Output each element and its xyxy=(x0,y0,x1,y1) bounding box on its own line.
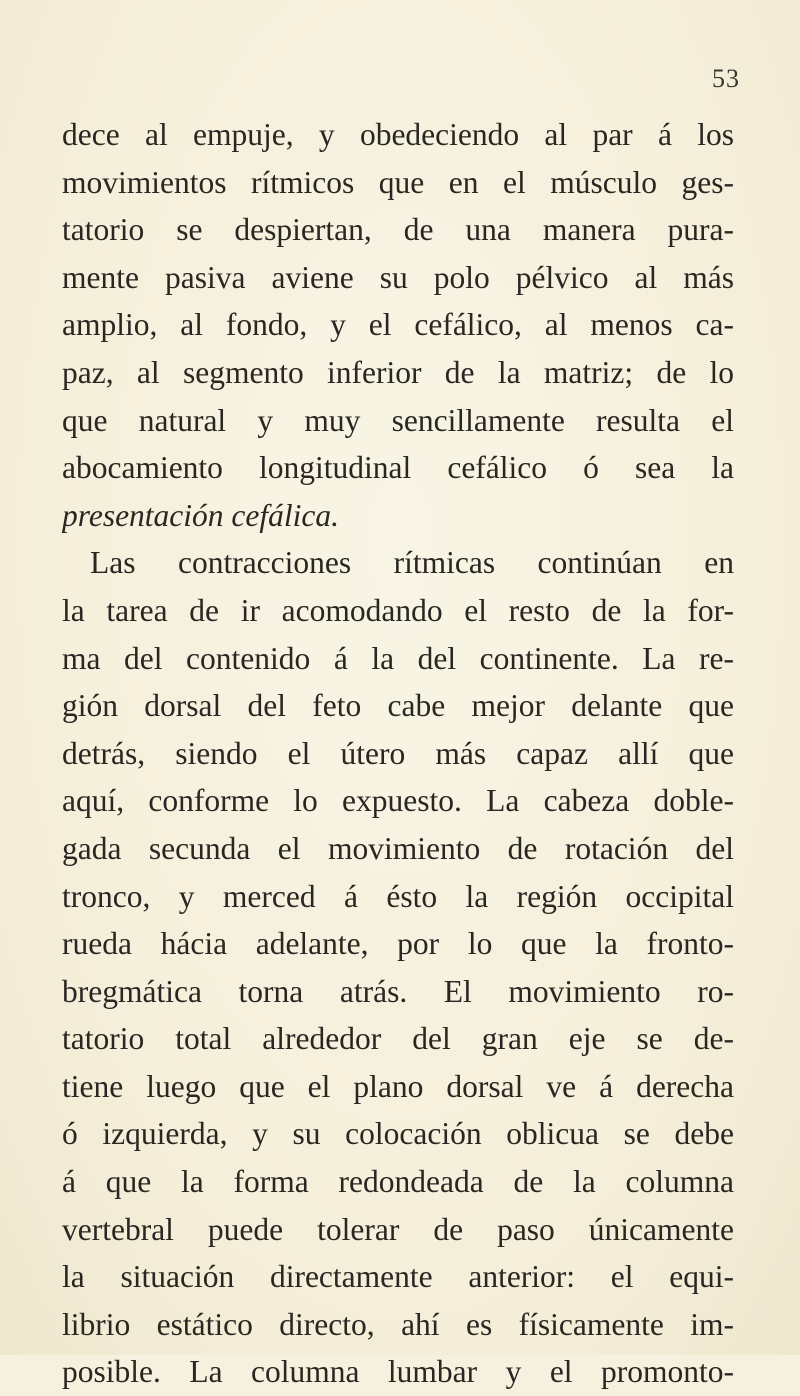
text-line: movimientos rítmicos que en el músculo ges- xyxy=(62,164,734,200)
text-line: dece al empuje, y obedeciendo al par á los xyxy=(62,117,734,152)
text-line: gión dorsal del feto cabe mejor delante que xyxy=(62,688,734,724)
text-line: la situación directamente anterior: el equi- xyxy=(62,1259,734,1295)
text-line: á que la forma redondeada de la columna xyxy=(62,1164,734,1200)
text-line: que natural y muy sencillamente resulta el xyxy=(62,402,734,438)
text-line: vertebral puede tolerar de paso únicamente xyxy=(62,1211,734,1247)
text-line: Las contracciones rítmicas continúan en xyxy=(90,545,734,581)
text-line: posible. La columna lumbar y el promonto- xyxy=(62,1354,734,1390)
text-line: abocamiento longitudinal cefálico ó sea la xyxy=(62,450,734,486)
text-line: aquí, conforme lo expuesto. La cabeza doble- xyxy=(62,783,734,819)
text-line: paz, al segmento inferior de la matriz; de lo xyxy=(62,354,734,390)
text-line: detrás, siendo el útero más capaz allí que xyxy=(62,735,734,771)
text-line: gada secunda el movimiento de rotación del xyxy=(62,830,734,866)
text-line: tatorio total alrededor del gran eje se de- xyxy=(62,1021,734,1057)
text-line: presentación cefálica. xyxy=(62,497,339,533)
text-line: librio estático directo, ahí es físicamente im- xyxy=(62,1306,734,1342)
text-line: amplio, al fondo, y el cefálico, al menos ca- xyxy=(62,307,734,343)
text-line: tiene luego que el plano dorsal ve á derecha xyxy=(62,1068,734,1104)
text-line: bregmática torna atrás. El movimiento ro- xyxy=(62,973,734,1009)
text-line: ma del contenido á la del continente. La re- xyxy=(62,640,734,676)
text-line: mente pasiva aviene su polo pélvico al más xyxy=(62,259,734,295)
body-text xyxy=(62,111,734,1396)
text-line: tronco, y merced á ésto la región occipital xyxy=(62,878,734,914)
text-line: ó izquierda, y su colocación oblicua se debe xyxy=(62,1116,734,1152)
text-line: rueda hácia adelante, por lo que la fronto- xyxy=(62,926,734,962)
text-line: la tarea de ir acomodando el resto de la for- xyxy=(62,592,734,628)
text-line: tatorio se despiertan, de una manera pura- xyxy=(62,212,734,248)
page-number: 53 xyxy=(712,64,740,93)
